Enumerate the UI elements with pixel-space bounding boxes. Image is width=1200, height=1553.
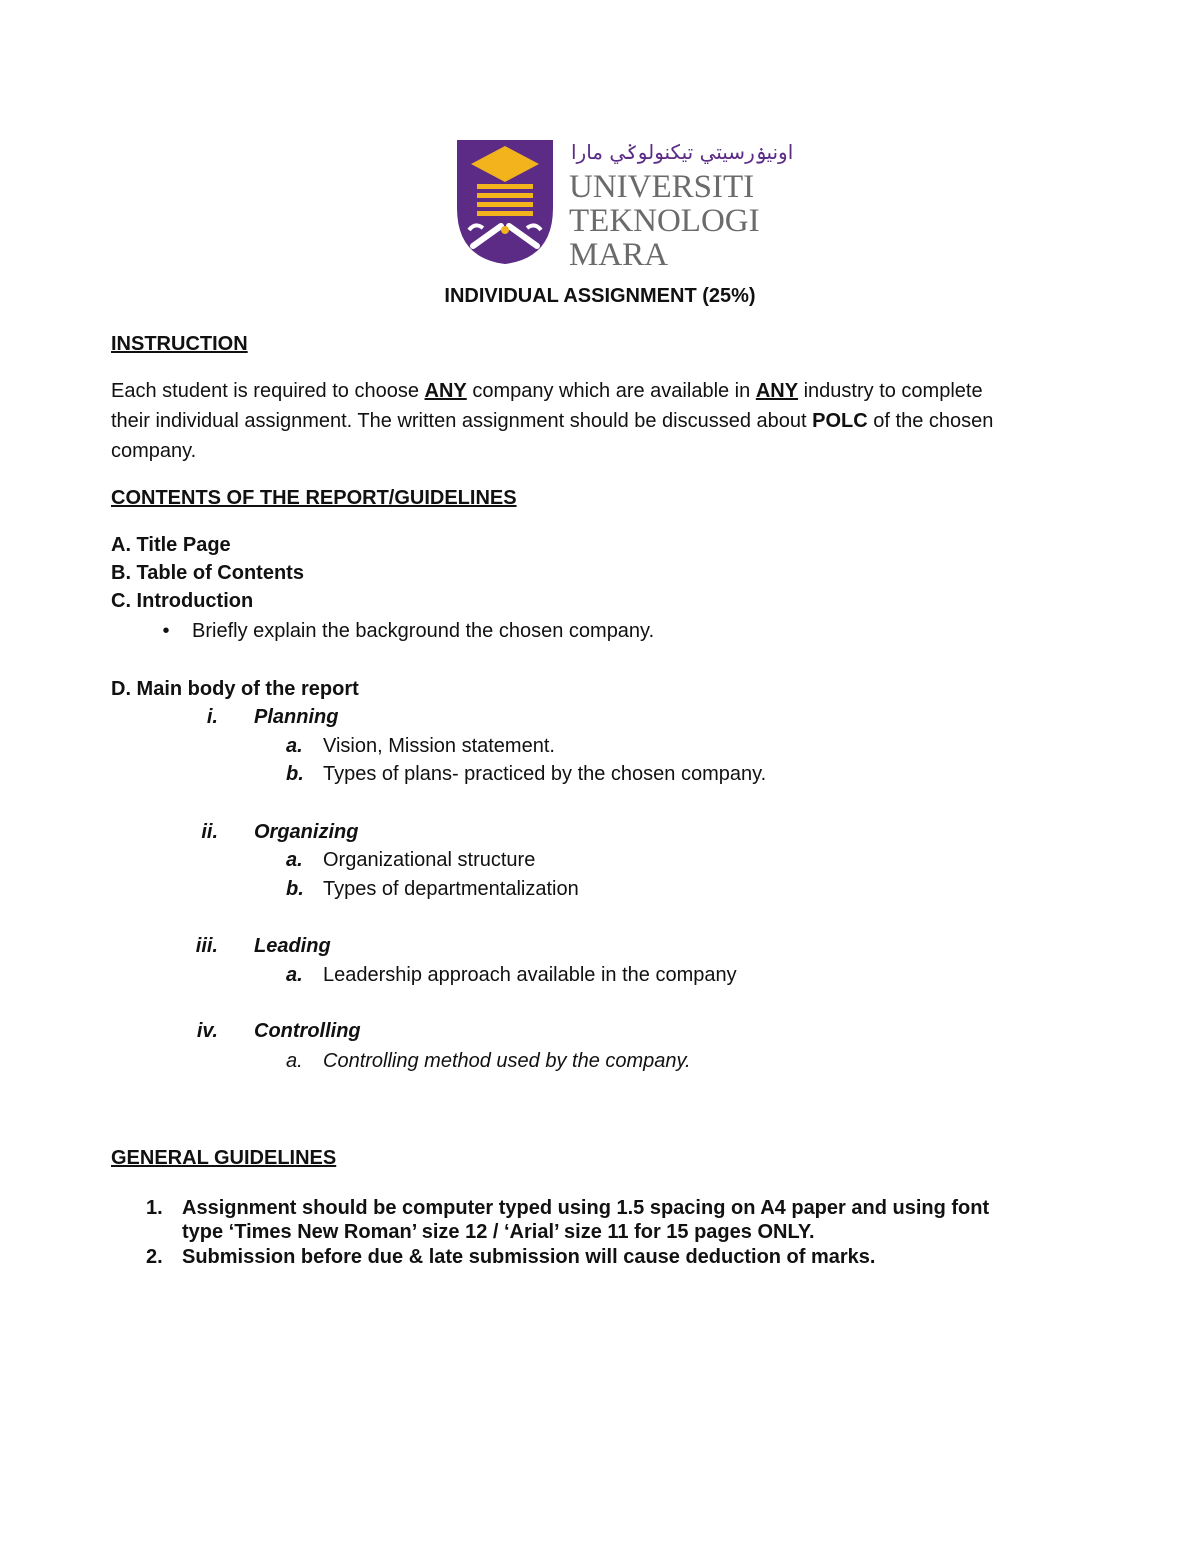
section-number: ii. — [201, 821, 218, 843]
instruction-polc: POLC — [812, 410, 868, 432]
item-letter: b. — [286, 878, 304, 900]
general-item-text: Assignment should be computer typed using 1.5 spacing on A4 paper and using font — [182, 1197, 990, 1219]
section-name: Controlling — [254, 1020, 361, 1042]
instruction-text-4: their individual assignment. The written assignment should be discussed about — [111, 410, 813, 432]
section-number: iii. — [195, 935, 218, 957]
contents-c-bullet — [140, 619, 654, 643]
item-text: Controlling method used by the company. — [323, 1050, 691, 1072]
item-text: Organizational structure — [323, 849, 536, 871]
logo-line-mara: MARA — [569, 237, 669, 273]
page-title: INDIVIDUAL ASSIGNMENT (25%) — [444, 285, 756, 307]
general-item-text: Submission before due & late submission will cause deduction of marks. — [182, 1246, 876, 1268]
item-letter: b. — [286, 763, 304, 785]
contents-c-bullet-text: Briefly explain the background the chosen company. — [192, 620, 655, 642]
instruction-text-6: company. — [111, 440, 197, 462]
item-text: Leadership approach available in the company — [323, 964, 737, 986]
contents-item-a: A. Title Page — [111, 534, 231, 556]
item-text: Vision, Mission statement. — [323, 735, 555, 757]
section-name: Organizing — [254, 821, 359, 843]
contents-heading: CONTENTS OF THE REPORT/GUIDELINES — [111, 487, 517, 509]
general-heading: GENERAL GUIDELINES — [111, 1147, 337, 1169]
item-text: Types of departmentalization — [323, 878, 579, 900]
item-letter: a. — [286, 964, 303, 986]
instruction-text-3: industry to complete — [798, 380, 983, 402]
item-letter: a. — [286, 849, 303, 871]
item-letter: a. — [286, 1050, 303, 1072]
logo-line-universiti: UNIVERSITI — [569, 169, 755, 205]
section-name: Planning — [254, 706, 339, 728]
instruction-any-2: ANY — [755, 380, 799, 402]
instruction-text-5: of the chosen — [867, 410, 994, 432]
logo-jawi-text: اونيۏرسيتي تيكنولوݢي مارا — [571, 140, 794, 164]
section-name: Leading — [254, 935, 331, 957]
instruction-heading: INSTRUCTION — [111, 333, 248, 355]
general-item-number: 2. — [146, 1246, 163, 1268]
bullet-icon: • — [162, 620, 170, 642]
general-item-text-cont: type ‘Times New Roman’ size 12 / ‘Arial’ size 11 for 15 pages ONLY. — [182, 1221, 815, 1243]
section-number: i. — [206, 706, 218, 728]
uitm-shield-icon — [455, 138, 555, 266]
logo-line-teknologi: TEKNOLOGI — [569, 203, 760, 239]
instruction-text-2: company which are available in — [466, 380, 756, 402]
contents-item-b: B. Table of Contents — [111, 562, 304, 584]
instruction-text-1: Each student is required to choose — [111, 380, 425, 402]
general-item-number: 1. — [146, 1197, 163, 1219]
item-letter: a. — [286, 735, 303, 757]
contents-item-c: C. Introduction — [111, 590, 254, 612]
instruction-paragraph — [111, 376, 1091, 466]
uitm-logo — [455, 138, 794, 273]
contents-item-d: D. Main body of the report — [111, 678, 359, 700]
section-number: iv. — [196, 1020, 218, 1042]
item-text: Types of plans- practiced by the chosen company. — [323, 763, 767, 785]
instruction-any-1: ANY — [424, 380, 467, 402]
